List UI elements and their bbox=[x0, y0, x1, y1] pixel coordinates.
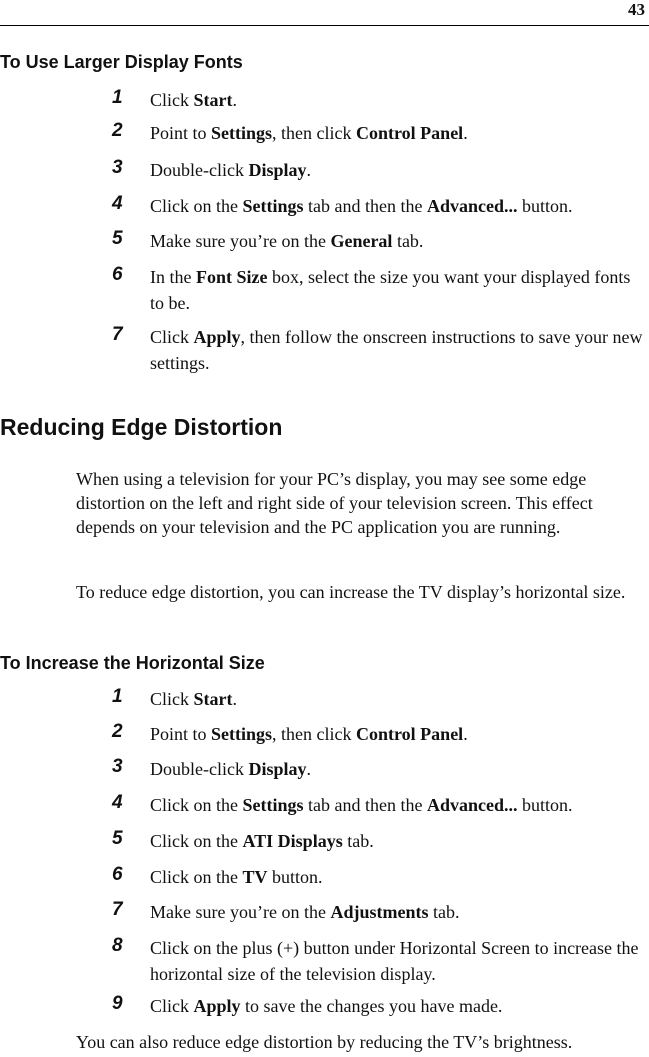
step-text: Click Apply to save the changes you have made. bbox=[150, 996, 503, 1016]
section-heading-larger-fonts: To Use Larger Display Fonts bbox=[0, 52, 243, 72]
step-number: 1 bbox=[112, 686, 123, 707]
paragraph-intro: When using a television for your PC’s display, you may see some edge distortion on the left and right side of your television screen. This effect depends on your television and the PC application you are running. bbox=[76, 469, 593, 537]
step-text: Click on the Settings tab and then the Advanced... button. bbox=[150, 196, 573, 216]
step-text: Point to Settings, then click Control Panel. bbox=[150, 123, 468, 143]
step-number: 2 bbox=[112, 120, 123, 141]
step-text: Click on the TV button. bbox=[150, 867, 323, 887]
step-text: Click Apply, then follow the onscreen instructions to save your new settings. bbox=[150, 327, 643, 373]
paragraph-closing: You can also reduce edge distortion by reducing the TV’s brightness. bbox=[76, 1032, 573, 1052]
header-rule bbox=[0, 25, 649, 26]
section-heading-horizontal-size: To Increase the Horizontal Size bbox=[0, 653, 265, 673]
step-text: Make sure you’re on the General tab. bbox=[150, 231, 424, 251]
step-number: 9 bbox=[112, 993, 123, 1014]
step-number: 7 bbox=[112, 324, 123, 345]
step-number: 6 bbox=[112, 264, 123, 285]
step-text: In the Font Size box, select the size you want your displayed fonts to be. bbox=[150, 267, 631, 313]
step-text: Click Start. bbox=[150, 90, 237, 110]
section-heading-edge-distortion: Reducing Edge Distortion bbox=[0, 414, 283, 440]
step-number: 3 bbox=[112, 157, 123, 178]
step-number: 4 bbox=[112, 193, 123, 214]
paragraph-reduce: To reduce edge distortion, you can increase the TV display’s horizontal size. bbox=[76, 582, 626, 602]
step-number: 8 bbox=[112, 935, 123, 956]
step-text: Click on the Settings tab and then the Advanced... button. bbox=[150, 795, 573, 815]
step-number: 7 bbox=[112, 899, 123, 920]
step-text: Double-click Display. bbox=[150, 160, 311, 180]
step-text: Click Start. bbox=[150, 689, 237, 709]
step-number: 1 bbox=[112, 87, 123, 108]
step-text: Double-click Display. bbox=[150, 759, 311, 779]
step-number: 4 bbox=[112, 792, 123, 813]
step-number: 5 bbox=[112, 828, 123, 849]
step-number: 5 bbox=[112, 228, 123, 249]
step-text: Click on the plus (+) button under Horizontal Screen to increase the horizontal size of the television display. bbox=[150, 938, 639, 984]
step-number: 6 bbox=[112, 864, 123, 885]
step-text: Point to Settings, then click Control Panel. bbox=[150, 724, 468, 744]
page-number: 43 bbox=[628, 0, 645, 19]
step-text: Make sure you’re on the Adjustments tab. bbox=[150, 902, 460, 922]
step-text: Click on the ATI Displays tab. bbox=[150, 831, 374, 851]
step-number: 3 bbox=[112, 756, 123, 777]
step-number: 2 bbox=[112, 721, 123, 742]
